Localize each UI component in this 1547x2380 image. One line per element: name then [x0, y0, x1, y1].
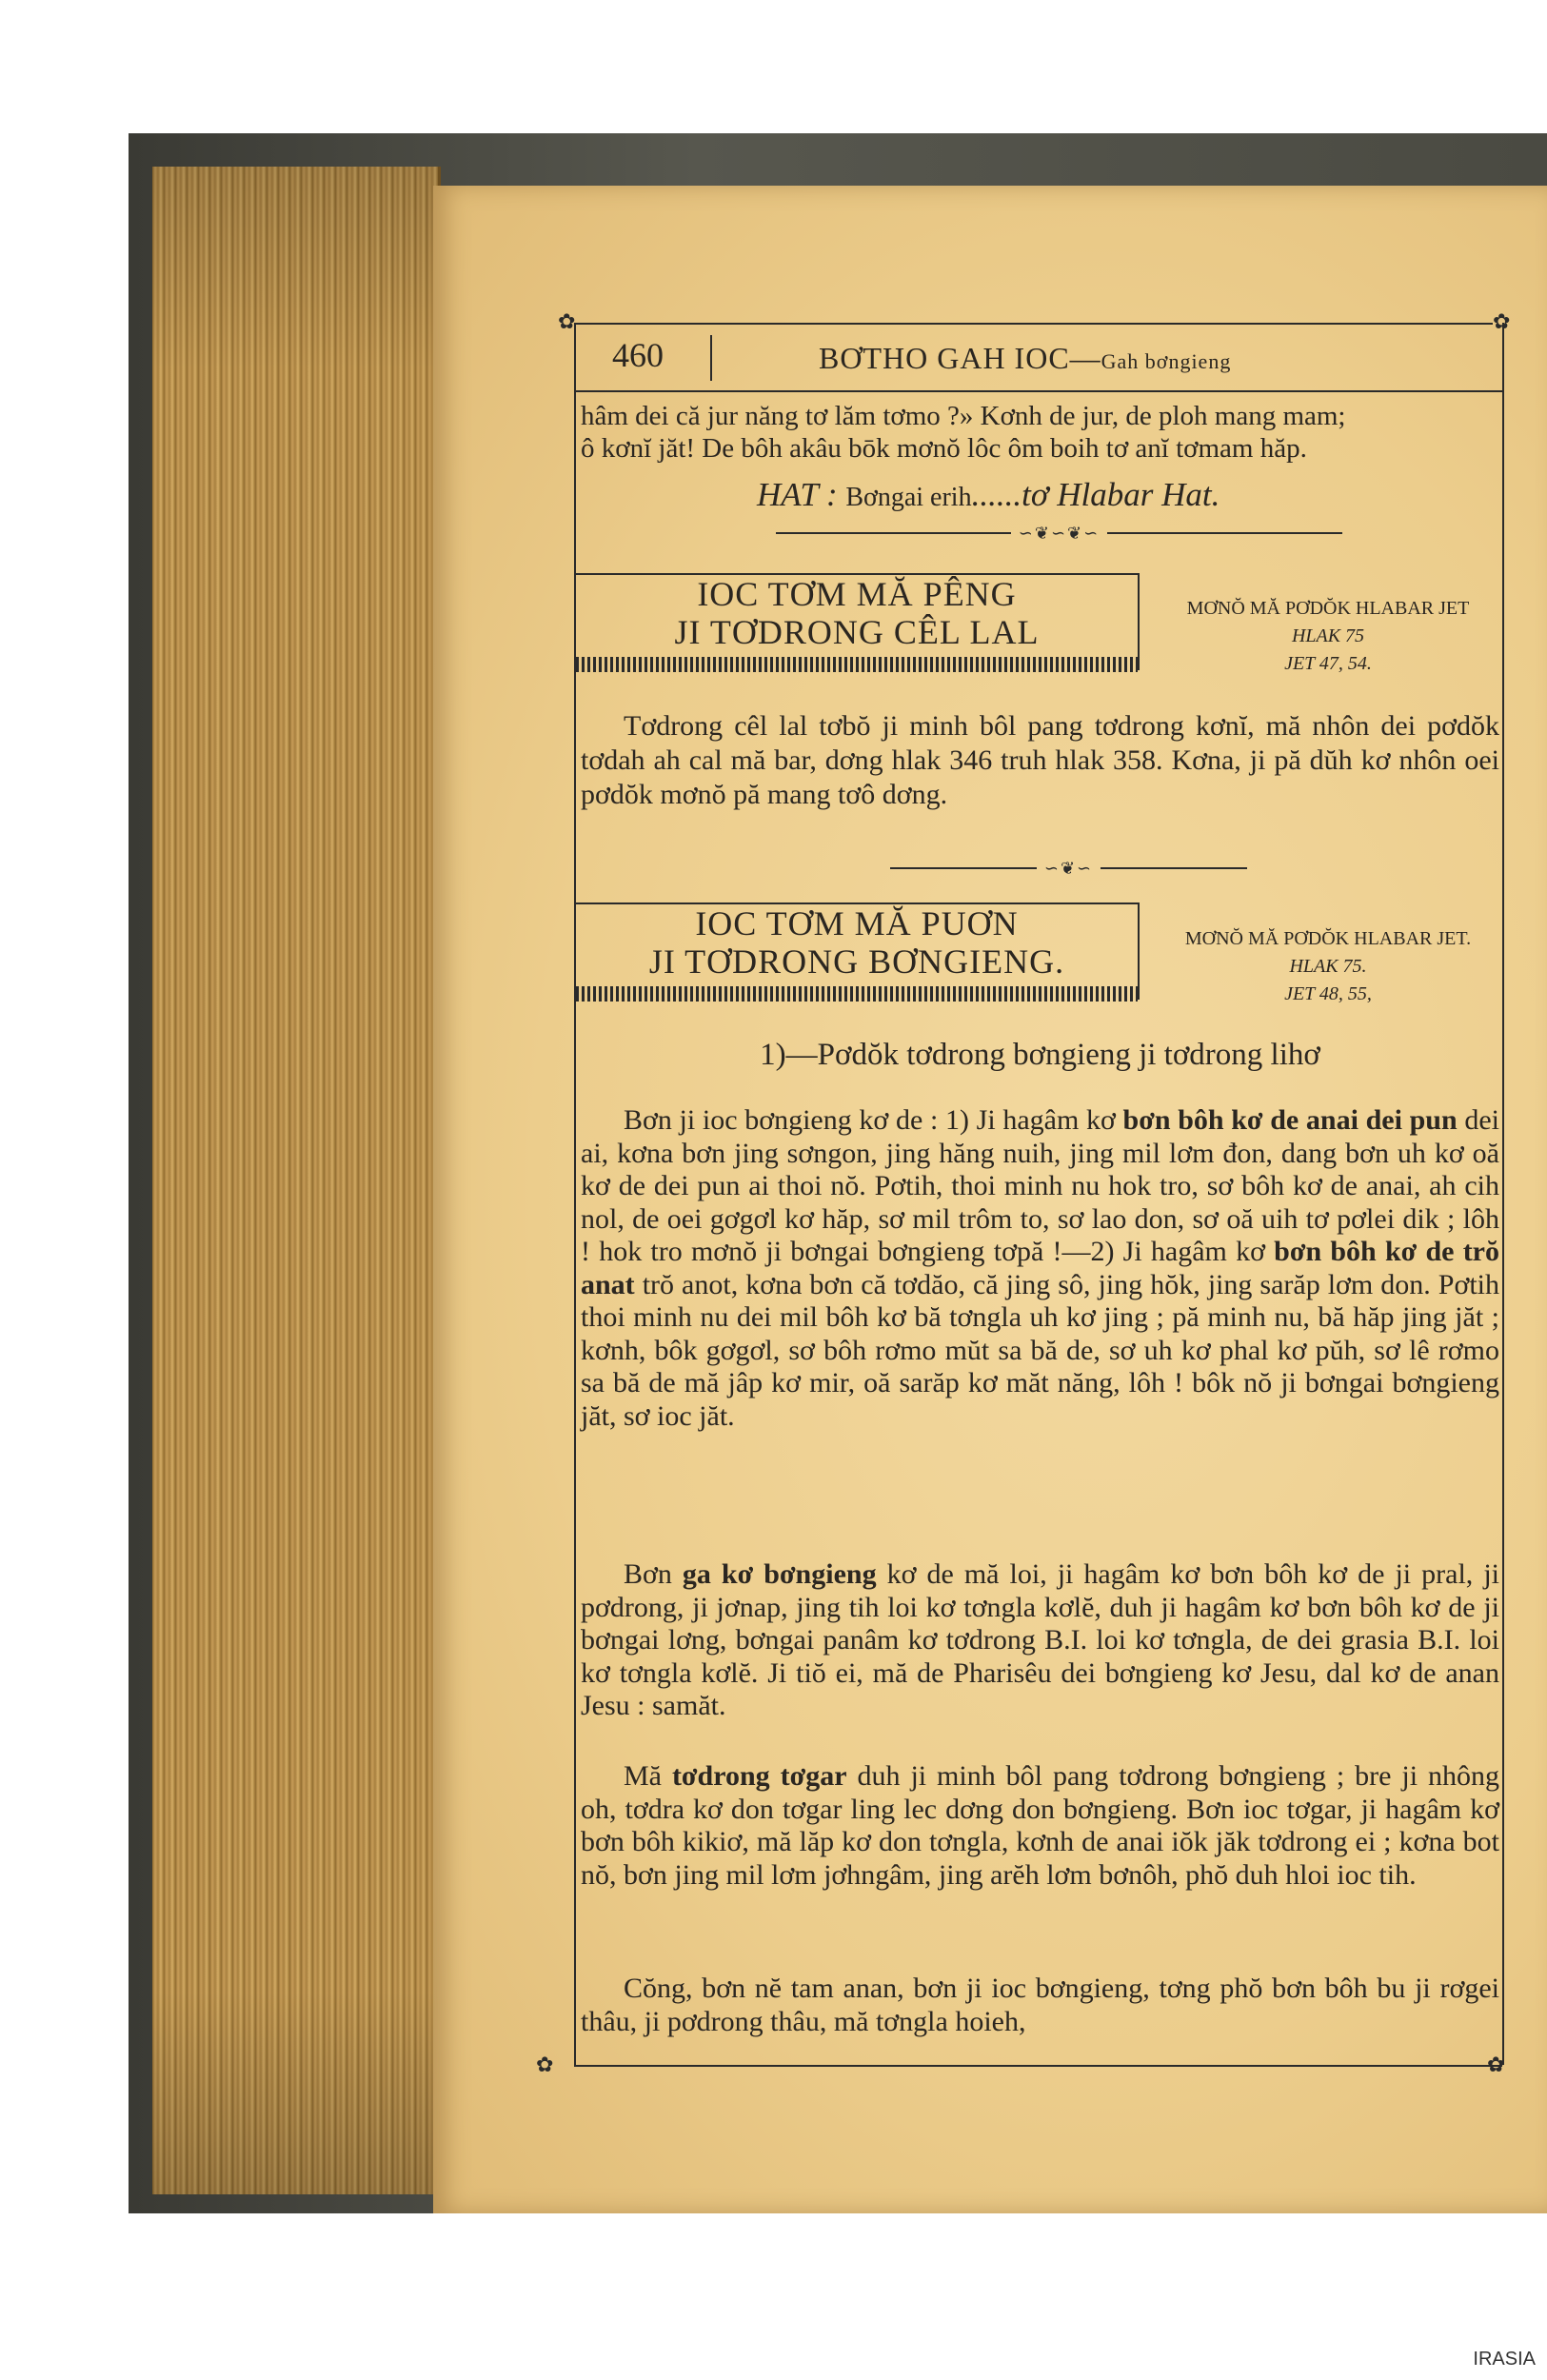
body-text: kơ de mă loi, ji hagâm kơ bơn bôh kơ de ji pral, ji pơdrong, ji jơnap, jing tih loi kơ tơngla kơlĕ, duh ji hagâm kơ bơn bôh kơ de ji bơngai lơng, bơngai panâm kơ tơdrong B.I. loi kơ tơngla, de dei grasia B.I. loi kơ tơngla kơlĕ. Ji tiŏ ei, mă de Pharisêu dei bơngieng kơ Jesu, dal kơ de anan Jesu : samăt.: [581, 1558, 1499, 1721]
side-reference-line: JET 48, 55,: [1284, 983, 1372, 1004]
section-title-box: [574, 573, 1140, 670]
ornament-divider: ∽❦∽: [890, 862, 1247, 875]
running-title-main: BƠTHO GAH IOC—: [819, 341, 1101, 375]
page-edges: [152, 167, 441, 2194]
box-pattern-border: [576, 657, 1138, 672]
intro-line: ô kơnĭ jăt! De bôh akâu bōk mơnŏ lôc ôm boih tơ anĭ tơmam hăp.: [581, 433, 1307, 464]
subheading: 1)—Pơdŏk tơdrong bơngieng ji tơdrong lihơ: [760, 1038, 1320, 1072]
corner-ornament-bottom-right: ✿: [1487, 2053, 1505, 2076]
header-rule: [574, 390, 1502, 392]
body-paragraph: [581, 1558, 1499, 1723]
body-bold-text: tơdrong tơgar: [671, 1760, 847, 1792]
side-reference-line: MƠNŎ MĂ PƠDŎK HLABAR JET: [1186, 598, 1470, 619]
body-text: duh ji minh bôl pang tơdrong bơngieng ; bre ji nhông oh, tơdra kơ don tơgar ling lec dơng don bơngieng. Bơn ioc tơgar, ji hagâm kơ bơn bôh kikiơ, mă lăp kơ don tơngla, kơnh de anai iŏk jăk tơdrong ei ; kơna bot nŏ, bơn jing mil lơm jơhngâm, jing arĕh lơm bơnôh, phŏ duh hloi ioc tih.: [581, 1760, 1499, 1891]
body-text: Cŏng, bơn nĕ tam anan, bơn ji ioc bơngieng, tơng phŏ bơn bôh bu ji rơgei thâu, ji pơdrong thâu, mă tơngla hoieh,: [581, 1973, 1499, 2037]
body-bold-text: bơn bôh kơ de anai dei pun: [1122, 1104, 1458, 1136]
corner-ornament-top-right: ✿: [1493, 309, 1511, 333]
body-text: Bơn ji ioc bơngieng kơ de : 1) Ji hagâm kơ: [624, 1104, 1123, 1136]
hat-line: [757, 476, 1220, 514]
side-reference: [1147, 595, 1509, 678]
section-title-box: [574, 902, 1140, 1000]
side-reference: [1147, 925, 1509, 1008]
hat-label: HAT :: [757, 476, 838, 513]
body-text: dei ai, kơna bơn jing sơngon, jing hăng nuih, jing mil lơm đon, dang bơn uh kơ oă kơ de dei pun ai thoi nŏ. Pơtih, thoi minh nu hok tro, sơ bôh kơ de anai, ah cih nol, de oei gơgơl kơ hăp, sơ mil trôm to, sơ lao don, sơ oă uih tơ pơlei dik ; lôh ! hok tro mơnŏ ji bơngai bơngieng tơpă !—2) Ji hagâm kơ: [581, 1104, 1500, 1267]
body-paragraph: [581, 1104, 1499, 1433]
body-text: Bơn: [624, 1558, 683, 1590]
ornament-divider: ∽❦∽❦∽: [776, 526, 1342, 540]
header-divider: [710, 335, 712, 381]
body-text: Mă: [624, 1760, 672, 1792]
watermark: IRASIA: [1473, 2349, 1536, 2370]
section-title-line: IOC TƠM MĂ PÊNG: [697, 575, 1017, 613]
running-title-small: Gah bơngieng: [1101, 349, 1232, 373]
section-title-line: JI TƠDRONG CÊL LAL: [674, 613, 1040, 651]
section1-paragraph: Tơdrong cêl lal tơbŏ ji minh bôl pang tơdrong kơnĭ, mă nhôn dei pơdŏk tơdah ah cal mă bar, dơng hlak 346 truh hlak 358. Kơna, ji pă dŭh kơ nhôn oei pơdŏk mơnŏ pă mang tơô dơng.: [581, 710, 1499, 810]
hat-text-italic: ......tơ Hlabar Hat.: [971, 476, 1220, 513]
hat-text-smallcaps: Bơngai erih: [845, 483, 972, 512]
side-reference-line: HLAK 75: [1291, 625, 1365, 646]
side-reference-line: MƠNŎ MĂ PƠDŎK HLABAR JET.: [1184, 928, 1472, 949]
intro-paragraph: [581, 400, 1499, 465]
body-bold-text: ga kơ bơngieng: [682, 1558, 877, 1590]
running-title: [819, 341, 1231, 376]
body-bold-text: bơn bôh kơ de trŏ anat: [581, 1236, 1499, 1300]
body-paragraph: [581, 1760, 1499, 1892]
page-number: 460: [612, 336, 664, 374]
corner-ornament-bottom-left: ✿: [536, 2053, 554, 2076]
bottom-rule: [574, 2065, 1502, 2067]
box-pattern-border: [576, 986, 1138, 1002]
corner-ornament-top-left: ✿: [558, 309, 576, 333]
intro-line: hâm dei că jur năng tơ lăm tơmo ?» Kơnh de jur, de ploh mang mam;: [581, 401, 1346, 431]
right-frame-rule: [1502, 323, 1504, 2065]
side-reference-line: HLAK 75.: [1289, 956, 1367, 977]
top-rule: [574, 323, 1493, 325]
side-reference-line: JET 47, 54.: [1284, 653, 1372, 674]
body-paragraph: [581, 1973, 1499, 2038]
section-title-line: IOC TƠM MĂ PUƠN: [695, 904, 1019, 942]
body-text: trŏ anot, kơna bơn că tơdăo, că jing sô, jing hŏk, jing sarăp lơm don. Pơtih thoi minh nu dei mil bôh kơ bă tơngla uh kơ jing ; pă minh nu, bă hăp jing jăt ; kơnh, bôk gơgơl, sơ bôh rơmo mŭt sa bă de, sơ uh kơ phal kơ pŭh, sơ lê rơmo sa bă de mă jâp kơ mir, oă sarăp kơ măt năng, lôh ! bôk nŏ ji bơngai bơngieng jăt, sơ ioc jăt.: [581, 1268, 1499, 1432]
section-title-line: JI TƠDRONG BƠNGIENG.: [648, 942, 1065, 981]
